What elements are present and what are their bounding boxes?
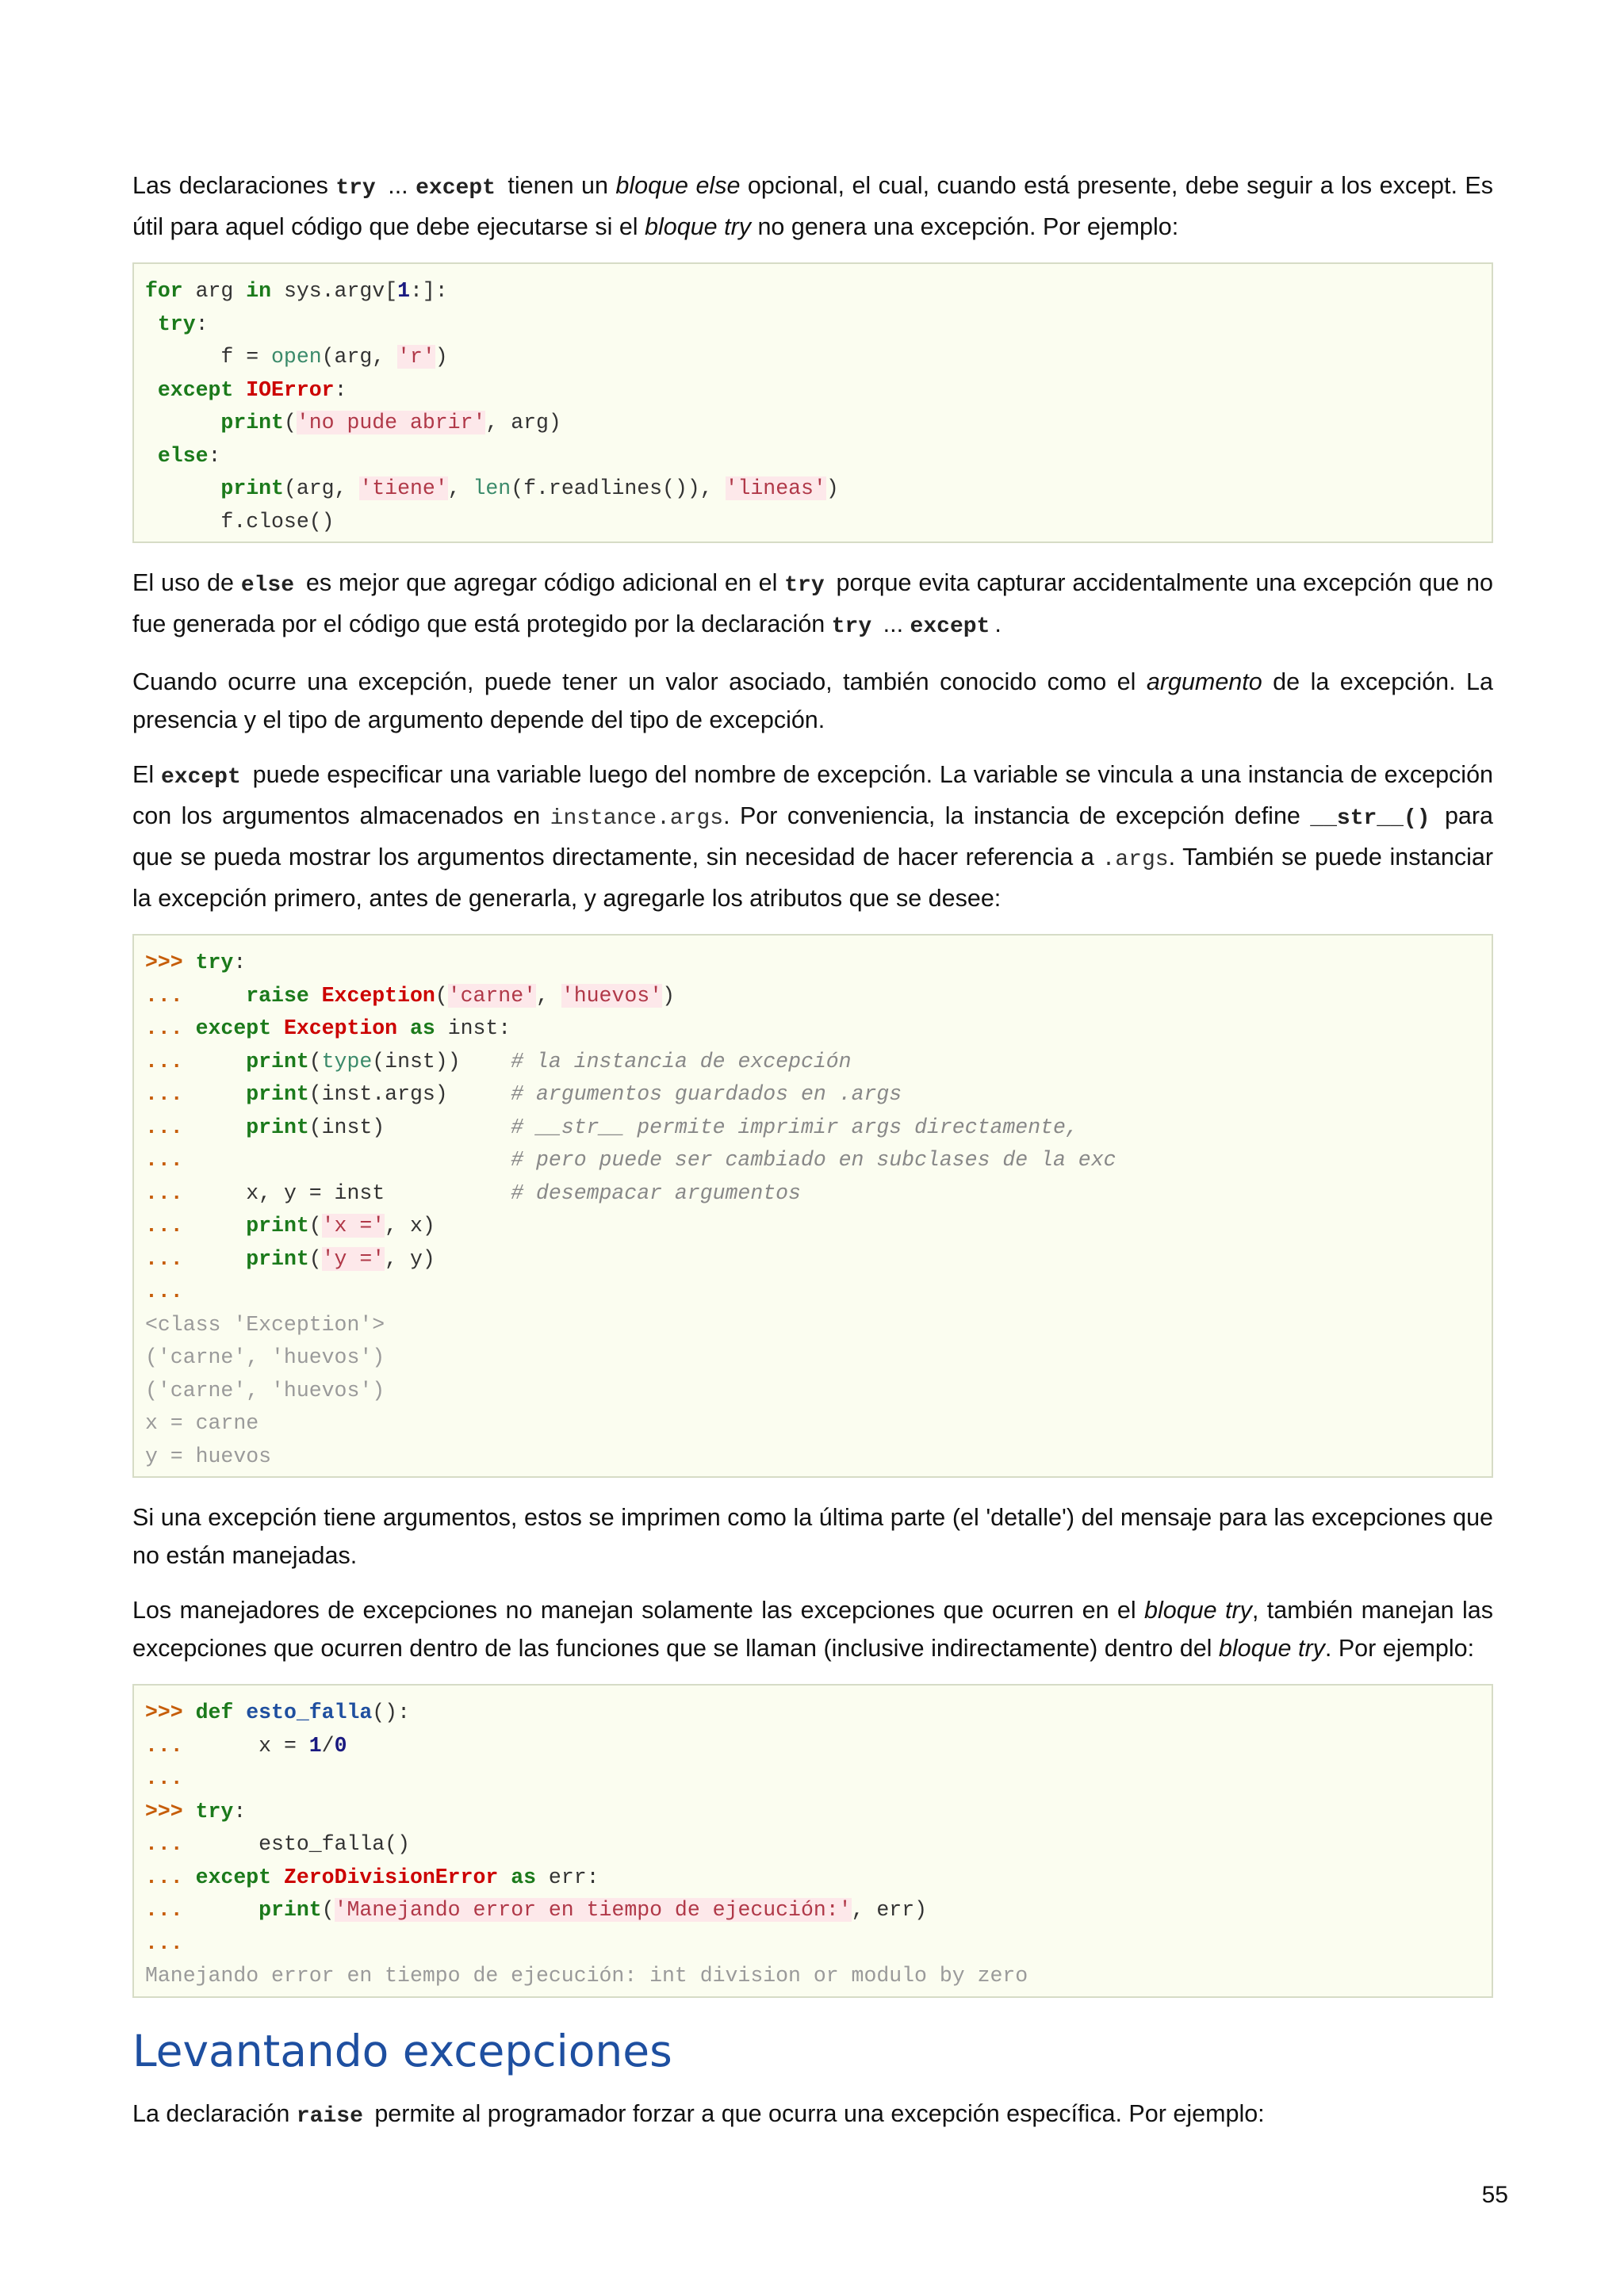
- code-token: else: [157, 443, 209, 468]
- paragraph-handlers-functions: [132, 1591, 1493, 1667]
- code-token: [183, 1082, 247, 1106]
- text: . También se puede instanciar la excepción primero, antes de generarla, y agregarle los atributos que se desee:: [132, 844, 1493, 912]
- code-token: 1: [397, 279, 410, 303]
- code-token: ...: [145, 1148, 183, 1172]
- code-token: [183, 1148, 511, 1172]
- paragraph-else-usage: [132, 564, 1493, 646]
- code-token: :: [334, 377, 347, 402]
- code-token: try: [195, 1799, 234, 1823]
- code-keyword: try: [831, 614, 872, 639]
- code-token: [397, 1016, 410, 1040]
- code-token: ...: [145, 1082, 183, 1106]
- code-token: [183, 1247, 247, 1271]
- code-token: IOError: [246, 377, 335, 402]
- code-token: ('carne', 'huevos'): [145, 1378, 385, 1402]
- code-line: [145, 1964, 1028, 1988]
- code-literal: instance.args: [550, 806, 724, 831]
- code-token: esto_falla(): [182, 1832, 410, 1856]
- code-token: ...: [145, 1049, 183, 1073]
- code-token: (: [321, 1898, 335, 1922]
- code-keyword: except: [910, 614, 990, 639]
- code-token: [145, 476, 220, 500]
- code-token: [183, 1050, 247, 1073]
- code-token: ...: [145, 1214, 183, 1238]
- code-token: except: [157, 377, 234, 402]
- code-token: in: [246, 279, 272, 303]
- paragraph-exception-argument: [132, 663, 1493, 739]
- code-token: open: [271, 345, 322, 369]
- code-line: [145, 1445, 271, 1468]
- code-line: [145, 1148, 1116, 1172]
- text: Las declaraciones: [132, 172, 336, 199]
- code-token: [498, 1866, 511, 1889]
- code-token: [233, 378, 246, 402]
- code-token: f =: [145, 345, 272, 369]
- code-token: 0: [334, 1733, 347, 1758]
- code-token: [183, 1214, 247, 1238]
- code-token: [183, 1016, 196, 1040]
- code-line: [145, 312, 209, 336]
- code-token: (inst)): [372, 1049, 511, 1073]
- code-token: [271, 1866, 284, 1889]
- code-token: ...: [145, 1766, 183, 1790]
- emphasis: argumento: [1146, 668, 1262, 695]
- code-token: print: [246, 1115, 309, 1139]
- code-token: print: [220, 476, 284, 500]
- code-token: 'huevos': [561, 983, 663, 1008]
- code-token: (arg,: [321, 345, 398, 369]
- text: es mejor que agregar código adicional en el: [299, 569, 785, 596]
- text: , también manejan las excepciones que ocurren dentro de las funciones que se llaman (inclusive indirectamente) dentro del: [132, 1597, 1494, 1662]
- code-token: , x): [385, 1214, 435, 1238]
- code-token: as: [409, 1016, 435, 1040]
- text: Si una excepción tiene argumentos, estos se imprimen como la última parte (el 'detalle') del mensaje para las excepciones que no están manejadas.: [132, 1504, 1493, 1569]
- code-token: (inst.args): [308, 1082, 511, 1106]
- code-token: esto_falla: [246, 1701, 373, 1724]
- emphasis: bloque try: [1144, 1597, 1252, 1624]
- code-token: /: [321, 1733, 335, 1758]
- code-token: (f.readlines()),: [511, 476, 726, 500]
- code-keyword: __str__(): [1310, 806, 1431, 831]
- text: permite al programador forzar a que ocurra una excepción específica. Por ejemplo:: [367, 2099, 1265, 2127]
- text: ...: [876, 610, 910, 637]
- code-token: >>>: [145, 1701, 183, 1724]
- code-line: [145, 476, 839, 500]
- code-token: as: [511, 1865, 537, 1889]
- text: no genera una excepción. Por ejemplo:: [750, 213, 1179, 240]
- code-line: [145, 510, 335, 534]
- text: Cuando ocurre una excepción, puede tener un valor asociado, también conocido como el: [132, 668, 1147, 695]
- code-token: for: [145, 279, 183, 303]
- code-token: except: [195, 1865, 272, 1889]
- code-line: [145, 444, 220, 468]
- code-line: [145, 1016, 511, 1040]
- code-token: 'y =': [321, 1246, 385, 1271]
- code-token: [183, 1800, 196, 1823]
- code-token: ...: [145, 1898, 183, 1922]
- text: tienen un: [500, 172, 616, 199]
- code-token: (: [308, 1049, 322, 1073]
- code-keyword: raise: [296, 2103, 363, 2129]
- code-token: [145, 444, 158, 468]
- code-token: try: [195, 951, 234, 974]
- text: Los manejadores de excepciones no manejan solamente las excepciones que ocurren en el: [132, 1597, 1145, 1624]
- paragraph-except-variable: [132, 756, 1493, 917]
- code-token: (arg,: [283, 476, 360, 500]
- code-token: >>>: [145, 1799, 183, 1823]
- code-token: :: [233, 1799, 247, 1823]
- code-block-exception-instance: [132, 934, 1493, 1478]
- code-token: 'lineas': [725, 476, 826, 500]
- code-literal: .args: [1101, 848, 1169, 872]
- code-token: 'x =': [321, 1214, 385, 1238]
- paragraph-raise: [132, 2095, 1493, 2136]
- text: ...: [380, 172, 416, 199]
- code-token: <class 'Exception'>: [145, 1312, 385, 1337]
- code-token: ): [825, 476, 839, 500]
- code-token: ZeroDivisionError: [283, 1865, 499, 1889]
- code-line: [145, 1115, 1078, 1139]
- code-token: # pero puede ser cambiado en subclases de la exc: [511, 1148, 1116, 1172]
- code-keyword: except: [416, 176, 496, 201]
- code-token: Exception: [283, 1016, 398, 1040]
- code-line: [145, 411, 561, 434]
- code-line: [145, 1280, 183, 1303]
- code-token: y = huevos: [145, 1444, 272, 1468]
- code-line: [145, 279, 448, 303]
- code-block-esto-falla: [132, 1684, 1493, 1998]
- code-line: [145, 951, 246, 974]
- code-token: try: [157, 312, 196, 336]
- code-line: [145, 984, 675, 1008]
- code-line: [145, 1800, 246, 1823]
- code-line: [145, 1766, 183, 1790]
- code-token: err:: [536, 1865, 599, 1889]
- code-token: [183, 1115, 247, 1139]
- code-token: ():: [372, 1701, 410, 1724]
- code-keyword: try: [335, 176, 376, 201]
- code-keyword: try: [784, 573, 825, 598]
- paragraph-try-except-else: [132, 166, 1493, 246]
- code-token: 'carne': [447, 983, 537, 1008]
- code-token: ,: [447, 476, 473, 500]
- code-token: ...: [145, 1733, 183, 1758]
- code-token: (: [308, 1214, 322, 1238]
- code-token: print: [220, 411, 284, 434]
- code-line: [145, 1734, 347, 1758]
- code-line: [145, 345, 448, 369]
- code-token: inst:: [435, 1016, 511, 1040]
- code-line: [145, 1866, 599, 1889]
- code-token: (: [283, 411, 297, 434]
- code-token: ...: [145, 1832, 183, 1856]
- code-token: [309, 984, 322, 1008]
- code-token: ...: [145, 1115, 183, 1139]
- text: . Por conveniencia, la instancia de excepción define: [723, 802, 1311, 829]
- code-token: 'tiene': [359, 476, 448, 500]
- code-token: ): [662, 983, 675, 1008]
- code-token: >>>: [145, 951, 183, 974]
- code-token: f.close(): [145, 509, 335, 534]
- code-line: [145, 1931, 183, 1955]
- text: opcional, el cual, cuando está presente, debe seguir a los except. Es útil para aquel código que debe ejecutarse si el: [132, 172, 1494, 240]
- code-token: :: [233, 951, 247, 974]
- code-line: [145, 1082, 902, 1106]
- code-token: 'r': [397, 345, 435, 369]
- code-token: x =: [182, 1733, 309, 1758]
- code-keyword: except: [160, 765, 241, 790]
- code-token: # desempacar argumentos: [511, 1181, 801, 1205]
- code-line: [145, 1379, 385, 1402]
- code-token: ...: [145, 1181, 183, 1205]
- emphasis: bloque else: [615, 172, 741, 199]
- code-token: , arg): [485, 411, 561, 434]
- code-token: ...: [145, 1280, 183, 1303]
- code-line: [145, 378, 347, 402]
- code-token: [183, 984, 247, 1008]
- text: El uso de: [132, 569, 241, 596]
- text: La declaración: [132, 2099, 297, 2127]
- code-line: [145, 1832, 410, 1856]
- code-token: ,: [536, 983, 561, 1008]
- code-token: [183, 1866, 196, 1889]
- code-token: ...: [145, 1246, 183, 1271]
- code-line: [145, 1313, 385, 1337]
- text: .: [994, 610, 1002, 637]
- code-line: [145, 1701, 410, 1724]
- code-token: print: [246, 1049, 309, 1073]
- code-token: [271, 1016, 284, 1040]
- code-token: len: [473, 476, 511, 500]
- code-token: (: [435, 983, 448, 1008]
- code-token: [183, 951, 196, 974]
- section-heading: Levantando excepciones: [132, 2025, 672, 2076]
- code-line: [145, 1898, 927, 1922]
- code-token: def: [195, 1701, 234, 1724]
- code-token: ...: [145, 1016, 183, 1040]
- code-token: ...: [145, 983, 183, 1008]
- code-token: # argumentos guardados en .args: [511, 1082, 902, 1106]
- code-line: [145, 1050, 852, 1073]
- code-token: # la instancia de excepción: [511, 1049, 852, 1073]
- code-token: [145, 378, 158, 402]
- code-token: # __str__ permite imprimir args directamente,: [511, 1115, 1078, 1139]
- code-token: print: [259, 1898, 322, 1922]
- code-token: :: [208, 443, 221, 468]
- code-token: sys.argv[: [271, 279, 398, 303]
- code-token: , y): [385, 1246, 435, 1271]
- code-token: Exception: [321, 983, 435, 1008]
- code-line: [145, 1214, 435, 1238]
- code-block-for-arg: [132, 262, 1493, 543]
- page-number: 55: [1481, 2182, 1508, 2208]
- code-token: [145, 312, 158, 336]
- text: puede especificar una variable luego del nombre de excepción. La variable se vincula a una instancia de excepción con los argumentos almacenados en: [132, 761, 1494, 829]
- code-token: except: [195, 1016, 272, 1040]
- code-token: [145, 411, 220, 434]
- code-token: raise: [246, 983, 309, 1008]
- code-token: ...: [145, 1865, 183, 1889]
- code-token: 'no pude abrir': [296, 411, 486, 434]
- code-token: :: [195, 312, 209, 336]
- emphasis: bloque try: [1218, 1635, 1325, 1662]
- code-token: print: [246, 1214, 309, 1238]
- text: porque evita capturar accidentalmente una excepción que no fue generada por el código que está protegido por la declaración: [132, 569, 1493, 637]
- text: de la excepción. La presencia y el tipo de argumento depende del tipo de excepción.: [132, 668, 1493, 733]
- text: . Por ejemplo:: [1324, 1635, 1475, 1662]
- code-token: ...: [145, 1931, 183, 1955]
- code-token: print: [246, 1082, 309, 1106]
- code-token: ): [435, 345, 448, 369]
- code-token: [183, 1701, 196, 1724]
- paragraph-unhandled-detail: [132, 1498, 1493, 1575]
- code-keyword: else: [240, 573, 295, 598]
- text: para que se pueda mostrar los argumentos directamente, sin necesidad de hacer referencia a: [132, 802, 1493, 871]
- code-token: x, y = inst: [182, 1181, 511, 1205]
- code-token: ('carne', 'huevos'): [145, 1345, 385, 1369]
- code-token: arg: [182, 279, 247, 303]
- code-line: [145, 1247, 435, 1271]
- text: El: [132, 761, 161, 788]
- code-token: [183, 1898, 259, 1922]
- code-line: [145, 1181, 801, 1205]
- code-token: , err): [851, 1898, 927, 1922]
- page-content: [132, 166, 1493, 2152]
- code-token: print: [246, 1246, 309, 1271]
- code-token: :]:: [409, 279, 448, 303]
- code-token: Manejando error en tiempo de ejecución: int division or modulo by zero: [145, 1964, 1028, 1988]
- code-token: type: [321, 1049, 373, 1073]
- code-token: x = carne: [145, 1411, 259, 1435]
- code-token: [233, 1701, 246, 1724]
- code-line: [145, 1411, 259, 1435]
- code-token: 1: [308, 1733, 322, 1758]
- code-token: (: [308, 1246, 322, 1271]
- code-token: (inst): [308, 1115, 511, 1139]
- code-line: [145, 1345, 385, 1369]
- code-token: 'Manejando error en tiempo de ejecución:': [334, 1898, 852, 1922]
- emphasis: bloque try: [645, 213, 751, 240]
